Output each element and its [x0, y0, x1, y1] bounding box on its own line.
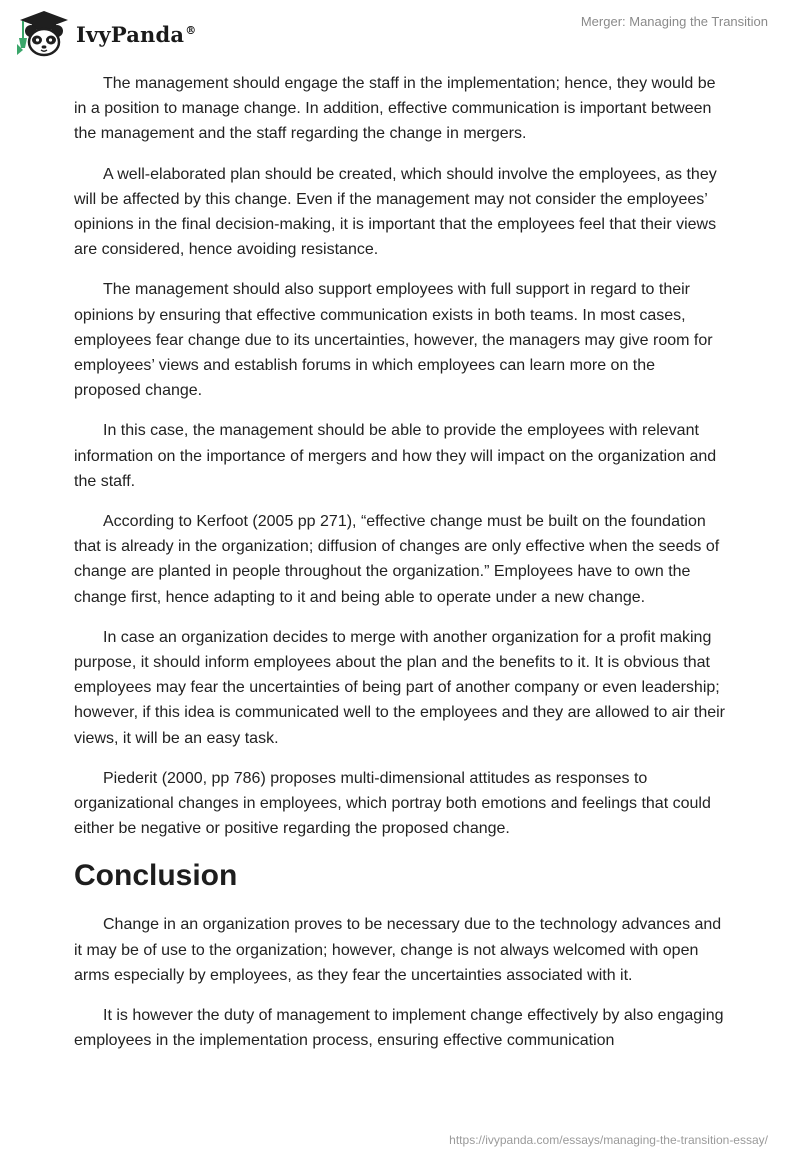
paragraph: The management should also support employees with full support in regard to their opinions by ensuring that effective communication exists in both teams. In most cases, employees fear change due to its uncertainties, however, the managers may give room for employees’ views and establish forums in which employees can learn more on the proposed change.	[74, 281, 713, 400]
paragraph: It is however the duty of management to implement change effectively by also engaging employees in the implementation process, ensuring effective communication	[74, 1007, 724, 1050]
brand-name: IvyPanda®	[76, 21, 197, 47]
panda-graduate-icon	[14, 8, 70, 58]
brand-logo[interactable]	[14, 8, 196, 58]
paragraph: The management should engage the staff in the implementation; hence, they would be in a position to manage change. In addition, effective communication is important between the management and the staff regarding the change in mergers.	[74, 75, 716, 143]
registered-mark: ®	[185, 23, 197, 37]
paragraph: In case an organization decides to merge with another organization for a profit making purpose, it should inform employees about the plan and the benefits to it. It is obvious that employees may fear the uncertainties of being part of another company or even leadership; however, if this idea is communicated well to the employees and they are allowed to air their views, it will be an easy task.	[74, 628, 726, 747]
paragraph: Change in an organization proves to be necessary due to the technology advances and it may be of use to the organization; however, change is not always welcomed with open arms especially by employees, as they fear the uncertainties associated with it.	[74, 916, 722, 984]
source-url[interactable]: https://ivypanda.com/essays/managing-the-transition-essay/	[449, 1133, 768, 1147]
conclusion-heading: Conclusion	[74, 859, 238, 893]
page-header	[0, 0, 800, 70]
paragraph: In this case, the management should be able to provide the employees with relevant information on the importance of mergers and how they will impact on the organization and the staff.	[74, 422, 717, 490]
paragraph: Piederit (2000, pp 786) proposes multi-dimensional attitudes as responses to organizational changes in employees, which portray both emotions and feelings that could either be negative or positive regarding the proposed change.	[74, 769, 711, 838]
document-title: Merger: Managing the Transition	[580, 14, 768, 29]
paragraph: A well-elaborated plan should be created, which should involve the employees, as they will be affected by this change. Even if the management may not consider the employees’ opinions in the final decision-making, it is important that the employees feel that their views are considered, hence avoiding resistance.	[74, 165, 717, 259]
paragraph: According to Kerfoot (2005 pp 271), “effective change must be built on the foundation that is already in the organization; diffusion of changes are only effective when the seeds of change are planted in people throughout the organization.” Employees have to own the change first, hence adapting to it and being able to operate under a new change.	[74, 513, 720, 606]
essay-body	[74, 71, 726, 1069]
